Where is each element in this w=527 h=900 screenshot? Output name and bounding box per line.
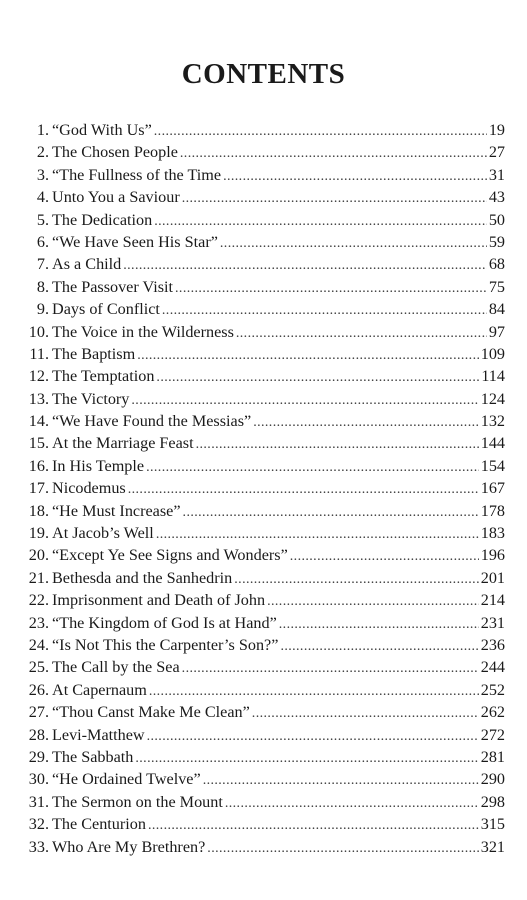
toc-entry-line: [52, 253, 505, 277]
page-number: 252: [480, 680, 505, 699]
dot-leader: [196, 434, 479, 456]
toc-entry: [0, 656, 527, 678]
page-number: 97: [488, 322, 505, 341]
toc-entry: [0, 746, 527, 768]
toc-entry-line: [52, 746, 505, 770]
chapter-title: Unto You a Saviour: [52, 188, 180, 207]
page-number: 75: [488, 277, 505, 296]
page-number: 290: [480, 770, 505, 789]
page-number: 201: [480, 568, 505, 587]
toc-entry: [0, 724, 527, 746]
chapter-number: 22.: [28, 591, 49, 610]
chapter-title: The Centurion: [52, 815, 146, 834]
page-number: 68: [488, 255, 505, 274]
toc-entry-line: [52, 679, 505, 703]
dot-leader: [147, 726, 479, 748]
dot-leader: [182, 658, 479, 680]
chapter-number: 28.: [28, 725, 49, 744]
page-number: 183: [480, 524, 505, 543]
dot-leader: [154, 121, 487, 143]
toc-entry: [0, 164, 527, 186]
dot-leader: [137, 345, 479, 367]
dot-leader: [154, 211, 487, 233]
toc-entry: [0, 141, 527, 163]
toc-entry-line: [52, 119, 505, 143]
dot-leader: [234, 569, 478, 591]
chapter-number: 5.: [36, 210, 49, 229]
toc-entry-line: [52, 432, 505, 456]
chapter-title: The Dedication: [52, 210, 153, 229]
toc-entry: [0, 410, 527, 432]
toc-entry: [0, 432, 527, 454]
dot-leader: [203, 770, 479, 792]
page-number: 114: [481, 367, 505, 386]
page-number: 298: [480, 792, 505, 811]
chapter-number: 33.: [28, 837, 49, 856]
toc-entry: [0, 298, 527, 320]
chapter-number: 8.: [36, 277, 49, 296]
chapter-title: “He Ordained Twelve”: [52, 770, 201, 789]
chapter-title: “Thou Canst Make Me Clean”: [52, 703, 250, 722]
toc-entry: [0, 544, 527, 566]
chapter-number: 12.: [28, 367, 49, 386]
dot-leader: [148, 815, 479, 837]
dot-leader: [280, 636, 478, 658]
page-number: 244: [480, 658, 505, 677]
toc-entry: [0, 522, 527, 544]
toc-entry-line: [52, 567, 505, 591]
dot-leader: [156, 367, 479, 389]
toc-entry-line: [52, 634, 505, 658]
dot-leader: [267, 591, 479, 613]
dot-leader: [290, 546, 479, 568]
chapter-number: 26.: [28, 680, 49, 699]
chapter-number: 21.: [28, 568, 49, 587]
chapter-number: 19.: [28, 524, 49, 543]
chapter-title: Days of Conflict: [52, 300, 160, 319]
page-number: 154: [480, 456, 505, 475]
chapter-number: 18.: [28, 501, 49, 520]
table-of-contents: [0, 119, 527, 858]
chapter-number: 2.: [36, 143, 49, 162]
page-number: 124: [480, 389, 505, 408]
page-number: 178: [480, 501, 505, 520]
toc-entry-line: [52, 500, 505, 524]
chapter-title: As a Child: [52, 255, 122, 274]
page-number: 231: [480, 613, 505, 632]
page-number: 27: [488, 143, 505, 162]
page-number: 262: [480, 703, 505, 722]
dot-leader: [135, 748, 478, 770]
chapter-number: 9.: [36, 300, 49, 319]
dot-leader: [128, 479, 479, 501]
chapter-title: “We Have Found the Messias”: [52, 412, 252, 431]
dot-leader: [207, 838, 478, 860]
toc-entry-line: [52, 791, 505, 815]
chapter-title: “The Kingdom of God Is at Hand”: [52, 613, 277, 632]
page-number: 19: [488, 121, 505, 139]
page-number: 281: [480, 747, 505, 766]
chapter-number: 27.: [28, 703, 49, 722]
toc-entry-line: [52, 343, 505, 367]
toc-entry-line: [52, 522, 505, 546]
chapter-title: At the Marriage Feast: [52, 434, 194, 453]
toc-entry-line: [52, 768, 505, 792]
toc-entry-line: [52, 410, 505, 434]
toc-entry-line: [52, 231, 505, 255]
toc-entry-line: [52, 388, 505, 412]
toc-entry-line: [52, 141, 505, 165]
toc-entry: [0, 119, 527, 141]
chapter-number: 4.: [36, 188, 49, 207]
toc-entry: [0, 253, 527, 275]
toc-entry: [0, 477, 527, 499]
toc-entry-line: [52, 298, 505, 322]
dot-leader: [220, 233, 487, 255]
toc-entry: [0, 589, 527, 611]
toc-entry: [0, 791, 527, 813]
chapter-number: 11.: [29, 344, 49, 363]
chapter-number: 32.: [28, 815, 49, 834]
chapter-title: “We Have Seen His Star”: [52, 232, 218, 251]
dot-leader: [225, 793, 479, 815]
page-number: 59: [488, 232, 505, 251]
page-number: 321: [480, 837, 505, 856]
toc-entry-line: [52, 209, 505, 233]
toc-entry-line: [52, 164, 505, 188]
chapter-number: 16.: [28, 456, 49, 475]
page-number: 315: [480, 815, 505, 834]
chapter-title: The Victory: [52, 389, 130, 408]
dot-leader: [156, 524, 479, 546]
toc-entry-line: [52, 701, 505, 725]
toc-entry-line: [52, 477, 505, 501]
toc-entry-line: [52, 589, 505, 613]
chapter-number: 15.: [28, 434, 49, 453]
chapter-title: The Sabbath: [52, 747, 134, 766]
chapter-title: The Call by the Sea: [52, 658, 180, 677]
chapter-number: 29.: [28, 747, 49, 766]
chapter-number: 3.: [36, 165, 49, 184]
toc-entry: [0, 455, 527, 477]
page-number: 84: [488, 300, 505, 319]
chapter-title: The Voice in the Wilderness: [52, 322, 234, 341]
chapter-title: Bethesda and the Sanhedrin: [52, 568, 233, 587]
chapter-title: At Capernaum: [52, 680, 147, 699]
page-number: 214: [480, 591, 505, 610]
chapter-title: The Sermon on the Mount: [52, 792, 223, 811]
dot-leader: [149, 681, 479, 703]
toc-entry: [0, 388, 527, 410]
toc-entry-line: [52, 186, 505, 210]
dot-leader: [162, 300, 487, 322]
toc-entry: [0, 612, 527, 634]
chapter-title: In His Temple: [52, 456, 145, 475]
chapter-title: The Baptism: [52, 344, 136, 363]
page-number: 272: [480, 725, 505, 744]
toc-entry-line: [52, 365, 505, 389]
page-number: 31: [488, 165, 505, 184]
page-number: 236: [480, 635, 505, 654]
toc-entry-line: [52, 724, 505, 748]
chapter-number: 20.: [28, 546, 49, 565]
toc-entry-line: [52, 321, 505, 345]
dot-leader: [223, 166, 487, 188]
chapter-title: The Temptation: [52, 367, 155, 386]
toc-entry: [0, 701, 527, 723]
toc-entry-line: [52, 836, 505, 860]
page-number: 167: [480, 479, 505, 498]
toc-entry: [0, 836, 527, 858]
chapter-number: 25.: [28, 658, 49, 677]
page-number: 144: [480, 434, 505, 453]
chapter-title: “The Fullness of the Time: [52, 165, 222, 184]
chapter-title: Imprisonment and Death of John: [52, 591, 266, 610]
dot-leader: [175, 278, 487, 300]
toc-entry: [0, 679, 527, 701]
chapter-title: “Is Not This the Carpenter’s Son?”: [52, 635, 279, 654]
toc-entry: [0, 231, 527, 253]
chapter-number: 10.: [28, 322, 49, 341]
chapter-title: Levi-Matthew: [52, 725, 145, 744]
dot-leader: [236, 323, 487, 345]
toc-entry: [0, 343, 527, 365]
toc-entry: [0, 186, 527, 208]
chapter-number: 1.: [36, 121, 49, 139]
chapter-title: “He Must Increase”: [52, 501, 181, 520]
chapter-number: 17.: [28, 479, 49, 498]
page-title: CONTENTS: [181, 58, 346, 90]
chapter-title: At Jacob’s Well: [52, 524, 154, 543]
toc-entry: [0, 321, 527, 343]
dot-leader: [253, 412, 479, 434]
chapter-number: 30.: [28, 770, 49, 789]
chapter-number: 6.: [36, 232, 49, 251]
page-number: 196: [480, 546, 505, 565]
chapter-number: 23.: [28, 613, 49, 632]
dot-leader: [279, 614, 479, 636]
chapter-title: Who Are My Brethren?: [52, 837, 206, 856]
chapter-number: 24.: [28, 635, 49, 654]
dot-leader: [182, 188, 487, 210]
dot-leader: [252, 703, 479, 725]
toc-entry-line: [52, 612, 505, 636]
page-number: 50: [488, 210, 505, 229]
dot-leader: [183, 502, 479, 524]
toc-entry: [0, 209, 527, 231]
chapter-title: “God With Us”: [52, 121, 152, 139]
toc-entry: [0, 276, 527, 298]
toc-entry-line: [52, 276, 505, 300]
toc-entry: [0, 768, 527, 790]
toc-entry-line: [52, 656, 505, 680]
chapter-number: 7.: [36, 255, 49, 274]
toc-entry-line: [52, 813, 505, 837]
page-number: 109: [480, 344, 505, 363]
toc-entry: [0, 567, 527, 589]
dot-leader: [131, 390, 478, 412]
chapter-number: 31.: [28, 792, 49, 811]
page-number: 132: [480, 412, 505, 431]
dot-leader: [146, 457, 479, 479]
chapter-title: Nicodemus: [52, 479, 126, 498]
chapter-title: The Chosen People: [52, 143, 178, 162]
chapter-title: The Passover Visit: [52, 277, 174, 296]
toc-entry: [0, 500, 527, 522]
dot-leader: [123, 255, 487, 277]
page-number: 43: [488, 188, 505, 207]
chapter-title: “Except Ye See Signs and Wonders”: [52, 546, 288, 565]
toc-entry-line: [52, 544, 505, 568]
toc-entry: [0, 634, 527, 656]
toc-entry: [0, 365, 527, 387]
toc-entry: [0, 813, 527, 835]
chapter-number: 13.: [28, 389, 49, 408]
toc-entry-line: [52, 455, 505, 479]
chapter-number: 14.: [28, 412, 49, 431]
dot-leader: [180, 143, 487, 165]
